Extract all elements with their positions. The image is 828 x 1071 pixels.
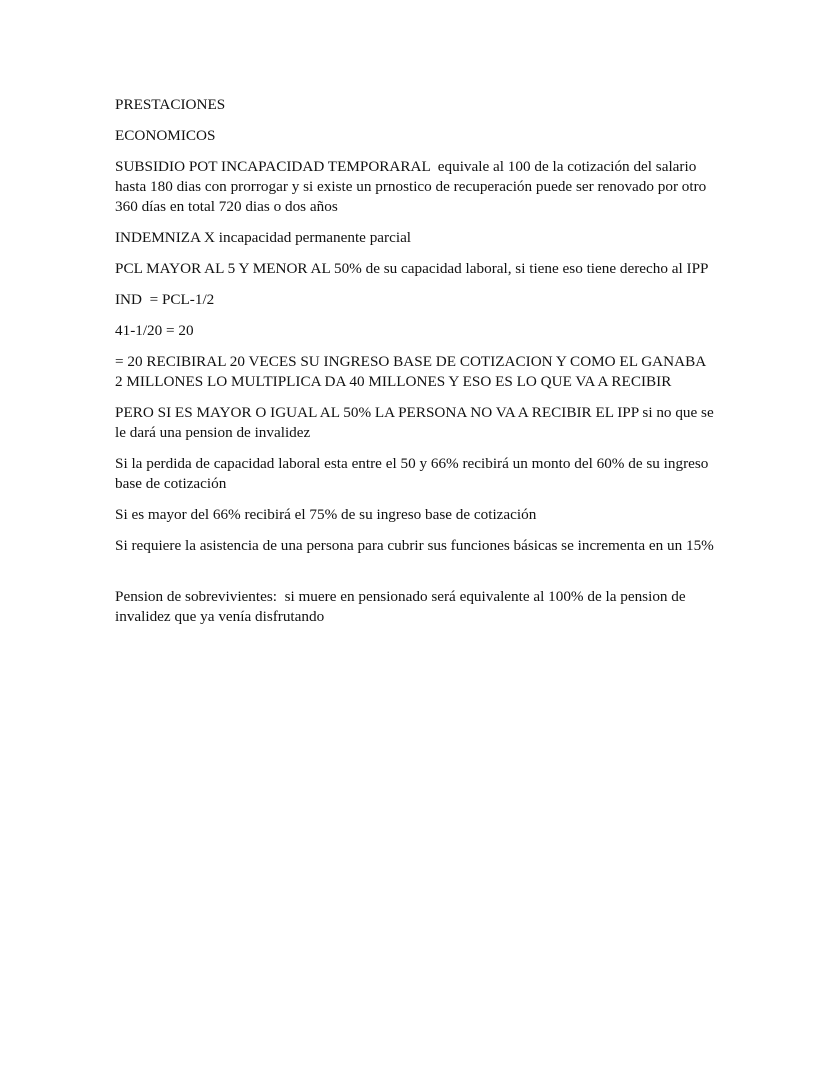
- document-page: [115, 95, 715, 638]
- blank-line: [115, 567, 715, 587]
- paragraph-perdida-capacidad: Si la perdida de capacidad laboral esta entre el 50 y 66% recibirá un monto del 60% de su ingreso base de cotización: [115, 455, 709, 492]
- paragraph-indemniza: INDEMNIZA X incapacidad permanente parcial: [115, 229, 412, 246]
- paragraph-mayor-66: Si es mayor del 66% recibirá el 75% de su ingreso base de cotización: [115, 506, 537, 523]
- formula-calculation: 41-1/20 = 20: [115, 322, 194, 339]
- paragraph-subsidio: SUBSIDIO POT INCAPACIDAD TEMPORARAL equivale al 100 de la cotización del salario hasta 180 dias con prorrogar y si existe un prnostico de recuperación puede ser renovado por otro 360 días en total 720 dias o dos años: [115, 158, 711, 215]
- heading-economicos: ECONOMICOS: [115, 127, 216, 144]
- paragraph-recibiral: = 20 RECIBIRAL 20 VECES SU INGRESO BASE DE COTIZACION Y COMO EL GANABA 2 MILLONES LO MULTIPLICA DA 40 MILLONES Y ESO ES LO QUE VA A RECIBIR: [115, 353, 706, 390]
- paragraph-asistencia: Si requiere la asistencia de una persona para cubrir sus funciones básicas se incrementa en un 15%: [115, 537, 714, 554]
- paragraph-sobrevivientes: Pension de sobrevivientes: si muere en pensionado será equivalente al 100% de la pension de invalidez que ya venía disfrutando: [115, 588, 690, 625]
- formula-ind: IND = PCL-1/2: [115, 291, 215, 308]
- paragraph-pcl: PCL MAYOR AL 5 Y MENOR AL 50% de su capacidad laboral, si tiene eso tiene derecho al IPP: [115, 260, 709, 277]
- paragraph-pero: PERO SI ES MAYOR O IGUAL AL 50% LA PERSONA NO VA A RECIBIR EL IPP si no que se le dará una pension de invalidez: [115, 404, 714, 441]
- heading-prestaciones: PRESTACIONES: [115, 96, 226, 113]
